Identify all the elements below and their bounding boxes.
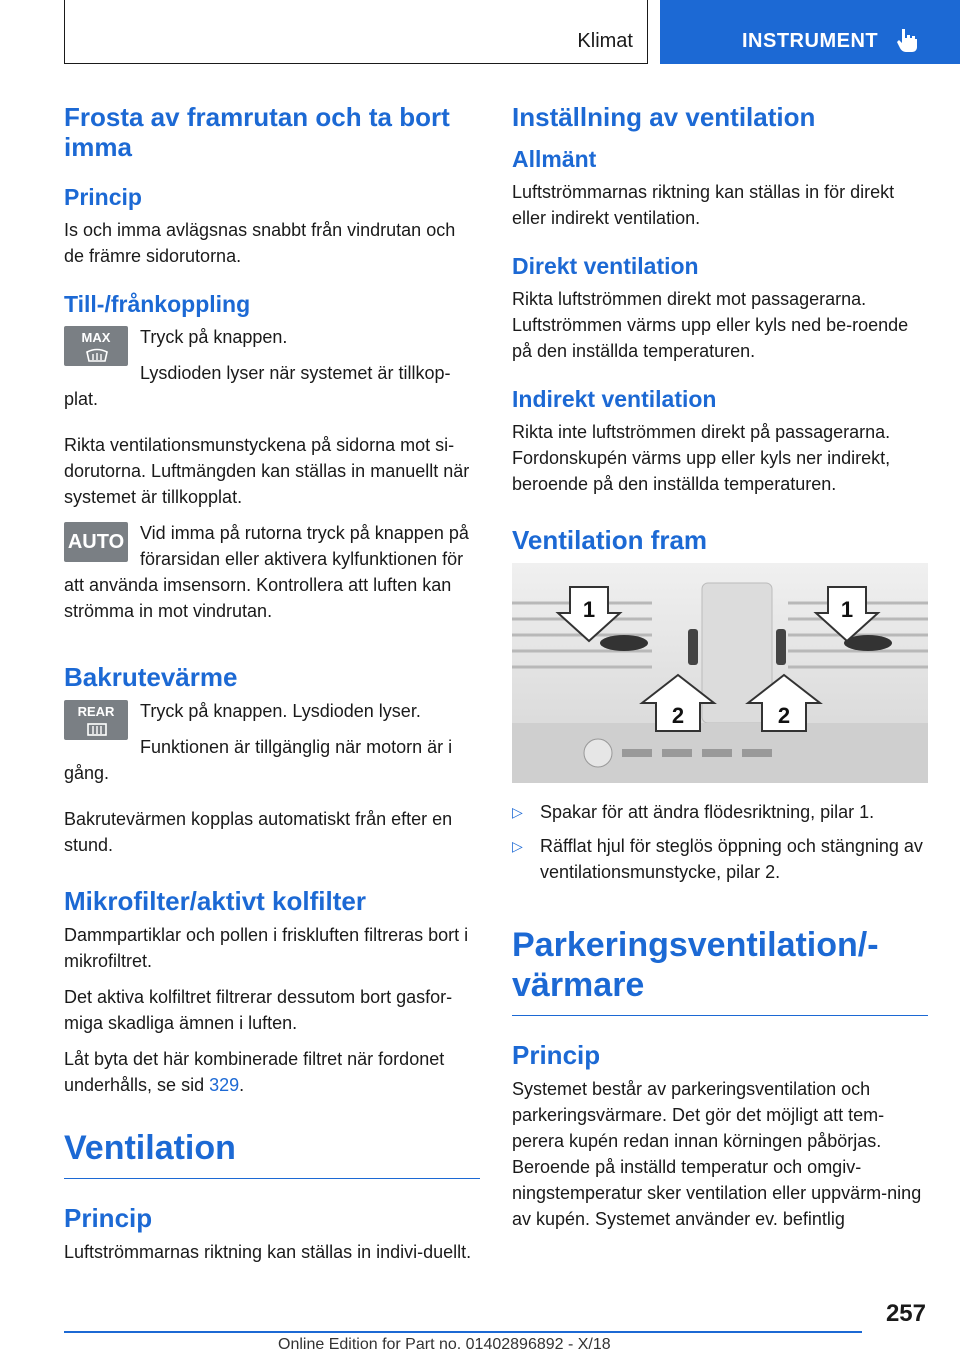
header-tab-instrument[interactable] [660, 0, 960, 64]
mikro-text3-post: . [239, 1075, 245, 1095]
page-link-329[interactable]: 329 [209, 1075, 240, 1095]
rear-icon-label: REAR [77, 704, 115, 719]
ventilation-princip-text: Luftströmmarnas riktning kan ställas in indivi-duellt. [64, 1242, 472, 1262]
page-number: 257 [885, 1300, 926, 1327]
bullet-text: Räfflat hjul för steglös öppning och stängning av ventilationsmunstycke, pilar 2. [540, 836, 923, 882]
figure-label-1-left: 1 [582, 597, 596, 622]
max-icon-label: MAX [81, 330, 111, 345]
auto-button-icon [64, 522, 128, 562]
list-item [512, 833, 928, 885]
indirekt-heading: Indirekt ventilation [512, 386, 717, 412]
direkt-heading: Direkt ventilation [512, 253, 699, 279]
front-vents-illustration [512, 563, 928, 783]
allmant-heading: Allmänt [512, 146, 597, 172]
footer-edition: Online Edition for Part no. 01402896892 - X/18 [278, 1336, 611, 1353]
header-tab-label: INSTRUMENT [742, 30, 879, 52]
parkering-title: Parkeringsventilation/-värmare [512, 926, 879, 1004]
frost-princip-heading: Princip [64, 184, 142, 210]
bakrute-text2: Funktionen är tillgänglig när motorn är i gång. [64, 737, 453, 783]
triangle-bullet-icon: ▷ [512, 804, 523, 820]
figure-label-2-left: 2 [671, 703, 685, 728]
frost-title: Frosta av framrutan och ta bort imma [64, 102, 450, 162]
frost-princip-text: Is och imma avlägsnas snabbt från vindrutan och de främre sidorutorna. [64, 220, 456, 266]
mikro-text1: Dammpartiklar och pollen i friskluften filtreras bort i mikrofiltret. [64, 925, 469, 971]
bakrute-title: Bakrutevärme [64, 662, 238, 692]
bakrute-text1: Tryck på knappen. Lysdioden lyser. [140, 701, 421, 721]
auto-icon-label: AUTO [67, 531, 125, 553]
max-text1: Tryck på knappen. [140, 327, 288, 347]
mikro-title: Mikrofilter/aktivt kolfilter [64, 886, 366, 916]
fram-title: Ventilation fram [512, 525, 708, 555]
list-item [512, 799, 928, 825]
rear-defrost-button-icon [64, 700, 128, 740]
max-text2: Lysdioden lyser när systemet är tillkop-plat. [64, 363, 451, 409]
mikro-text3-pre: Låt byta det här kombinerade filtret när fordonet underhålls, se sid [64, 1049, 445, 1095]
mikro-text2: Det aktiva kolfiltret filtrerar dessutom bort gasfor-miga skadliga ämnen i luften. [64, 987, 453, 1033]
indirekt-text: Rikta inte luftströmmen direkt på passagerarna. Fordonskupén värms upp eller kyls ner indirekt, beroende på den inställda temperaturen. [512, 422, 891, 494]
bullet-text: Spakar för att ändra flödesriktning, pilar 1. [540, 802, 875, 822]
rear-window-heat-icon [86, 722, 108, 736]
vents-paragraph: Rikta ventilationsmunstyckena på sidorna mot si-dorutorna. Luftmängden kan ställas in manuellt när systemet är tillkopplat. [64, 435, 470, 507]
left-column [64, 102, 480, 1275]
fram-bullet-list [512, 799, 928, 885]
hand-pointer-icon [894, 27, 920, 53]
footer-rule [64, 1331, 862, 1333]
windshield-heat-icon [86, 348, 108, 362]
bakrute-text3: Bakrutevärmen kopplas automatiskt från efter en stund. [64, 809, 453, 855]
triangle-bullet-icon: ▷ [512, 838, 523, 854]
right-column [512, 102, 928, 1242]
figure-label-2-right: 2 [777, 703, 791, 728]
ventilation-heading-block [64, 1128, 480, 1179]
max-defrost-button-icon [64, 326, 128, 366]
mikro-text3 [64, 1046, 480, 1098]
parkering-heading-block [512, 925, 928, 1016]
direkt-text: Rikta luftströmmen direkt mot passagerarna. Luftströmmen värms upp eller kyls ned be-roende på den inställda temperaturen. [512, 289, 909, 361]
installning-title: Inställning av ventilation [512, 102, 816, 132]
ventilation-title: Ventilation [64, 1129, 236, 1167]
parkering-princip-text: Systemet består av parkeringsventilation och parkeringsvärmare. Det gör det möjligt att tem-perera kupén redan innan körningen påbörjas. Beroende på inställd temperatur och omgiv-ningstemperatur sker ventilation eller uppvärm-ning av kupén. Systemet använder ev. befintlig [512, 1079, 922, 1229]
ventilation-princip-heading: Princip [64, 1203, 153, 1233]
parkering-princip-heading: Princip [512, 1040, 601, 1070]
figure-label-1-right: 1 [840, 597, 854, 622]
header-section-title: Klimat [577, 30, 633, 52]
allmant-text: Luftströmmarnas riktning kan ställas in för direkt eller indirekt ventilation. [512, 182, 895, 228]
till-heading: Till-/frånkoppling [64, 291, 251, 317]
front-vents-figure [512, 563, 928, 783]
auto-text: Vid imma på rutorna tryck på knappen på förarsidan eller aktivera kylfunktionen för att använda imsensorn. Kontrollera att luften kan strömma in mot vindrutan. [64, 523, 469, 621]
header-section-box [64, 0, 648, 64]
